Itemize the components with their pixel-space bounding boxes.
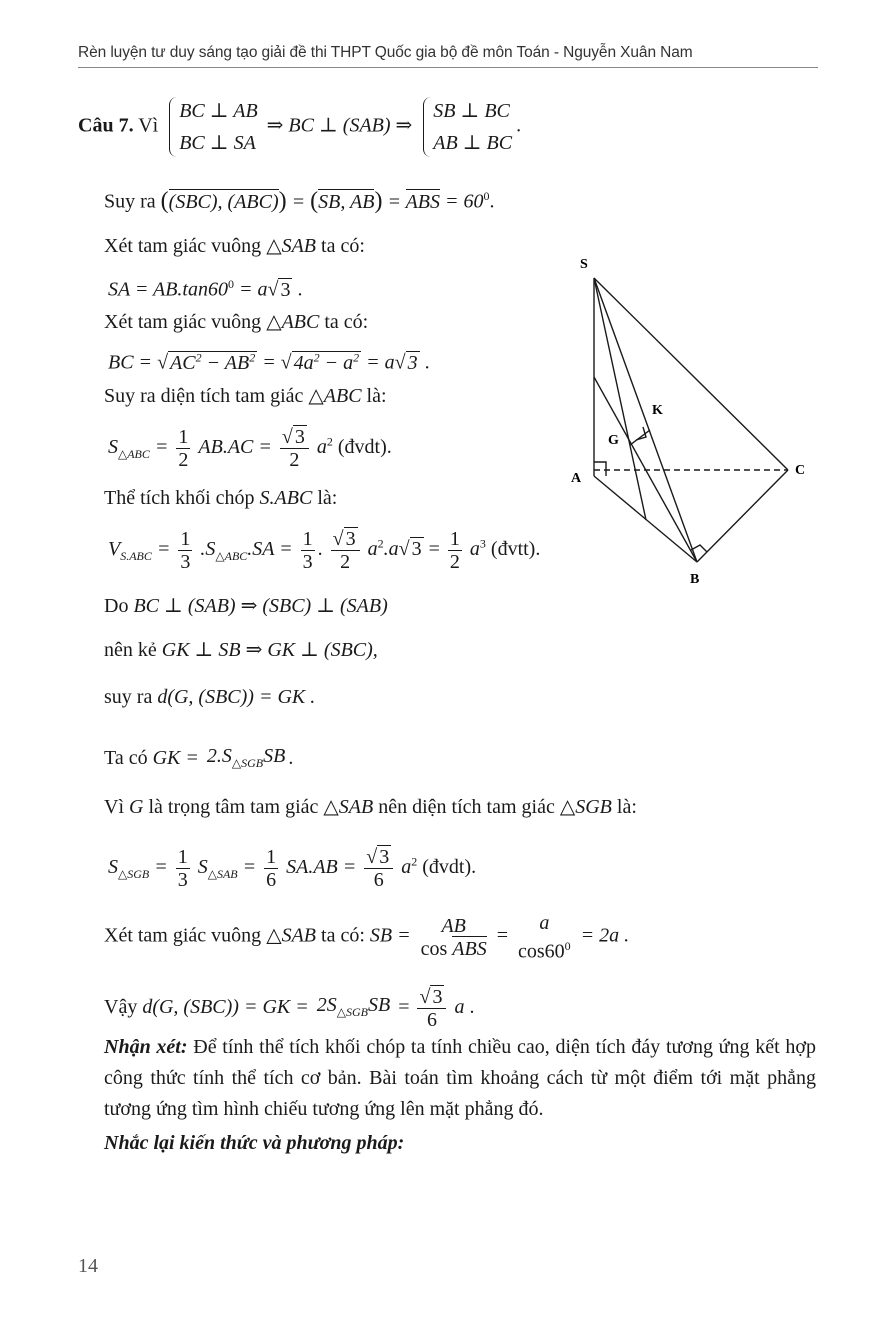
running-header: Rèn luyện tư duy sáng tạo giải đề thi THPT Quốc gia bộ đề môn Toán - Nguyễn Xuân Nam: [78, 44, 818, 68]
ke-line: nên kẻ GK ⊥ SB ⇒ GK ⊥ (SBC),: [104, 639, 378, 661]
condition-system-1: BC ⊥ AB BC ⊥ SA: [167, 95, 257, 159]
label-s: S: [580, 257, 588, 272]
triangle-abc-line: Xét tam giác vuông △ABC ta có:: [104, 311, 369, 333]
segment-gk: [630, 430, 650, 445]
right-angle-k: [636, 427, 646, 440]
angle-line: Suy ra ((SBC), (ABC)) = (SB, AB) = ABS = $60^0$.: [104, 187, 495, 214]
area-sgb-formula: $S_{\triangle SGB}$ = $\frac{1}{3}$ $S_{\triangle SAB}$ = $\frac{1}{6}$ SA.AB = $\frac{√ 3}{6}$ $a^2$ (đvdt).: [108, 846, 477, 891]
label-c: C: [795, 463, 806, 478]
angle-expression: ((SBC), (ABC)) = (SB, AB) = ABS: [160, 187, 441, 214]
gk-formula: Ta có GK = $2.S_{\triangle SGB}SB$ .: [104, 745, 294, 770]
centroid-line: Vì G là trọng tâm tam giác △SAB nên diện tích tam giác △SGB là:: [104, 796, 637, 818]
label-k: K: [652, 403, 663, 418]
edge-sc: [594, 278, 788, 470]
remark-paragraph: [104, 1032, 816, 1125]
page-number: 14: [78, 1255, 98, 1277]
sa-formula: SA = $AB.\tan 60^0 = a√$ 3 .: [108, 277, 303, 301]
remark-label: Nhận xét:: [104, 1036, 188, 1058]
edge-bc: [697, 470, 788, 562]
question-line: Câu 7. Vì BC ⊥ AB BC ⊥ SA ⇒ BC ⊥ (SAB) ⇒ SB ⊥ BC AB ⊥ BC .: [78, 95, 521, 159]
area-abc-formula: $S_{\triangle ABC}$ = $\frac{1}{2}$ AB.AC = $\frac{√ 3}{2}$ $a^2$ (đvdt).: [108, 426, 392, 471]
label-g: G: [608, 433, 619, 448]
triangle-sab-line: Xét tam giác vuông △SAB ta có:: [104, 235, 365, 257]
volume-formula: $V_{S.ABC}$ = $\frac{1}{3}$ $.S_{\triangle ABC}.SA$ = $\frac{1}{3}$ . $\frac{√ 3}{2}$ $a^2.a√$ 3 = $\frac{1}{2}$ $a^3$ (đvtt).: [108, 528, 541, 573]
do-line: Do BC ⊥ (SAB) ⇒ (SBC) ⊥ (SAB): [104, 595, 388, 617]
right-angle-a: [594, 462, 606, 476]
recall-heading: Nhắc lại kiến thức và phương pháp:: [104, 1132, 405, 1154]
conclusion-line: Vậy d(G, (SBC)) = GK = $2S_{\triangle SGB}SB$ = $\frac{√ 3}{6}$ a .: [104, 986, 475, 1031]
condition-system-2: SB ⊥ BC AB ⊥ BC: [421, 95, 512, 159]
area-text-line: Suy ra diện tích tam giác △ABC là:: [104, 385, 387, 407]
label-b: B: [690, 572, 700, 587]
label-a: A: [571, 471, 582, 486]
question-label: Câu 7.: [78, 114, 134, 137]
remark-body: Để tính thể tích khối chóp ta tính chiều cao, diện tích đáy tương ứng kết hợp công thức tính thể tích cơ bản. Bài toán tìm khoảng cách từ một điểm tới mặt phẳng tương ứng tìm hình chiếu tương ứng lên mặt phẳng đó.: [104, 1036, 816, 1120]
bc-formula: BC = √ $AC^2 - AB^2$ = √ $4a^2 - a^2 = a√$ 3 .: [108, 350, 430, 374]
pyramid-figure: [560, 245, 820, 595]
distance-line: suy ra d(G, (SBC)) = GK .: [104, 686, 316, 708]
sb-line: Xét tam giác vuông △SAB ta có: SB = AB cos ABS = a $\cos 60^0$ = 2a .: [104, 912, 630, 963]
volume-text-line: Thể tích khối chóp S.ABC là:: [104, 487, 338, 509]
